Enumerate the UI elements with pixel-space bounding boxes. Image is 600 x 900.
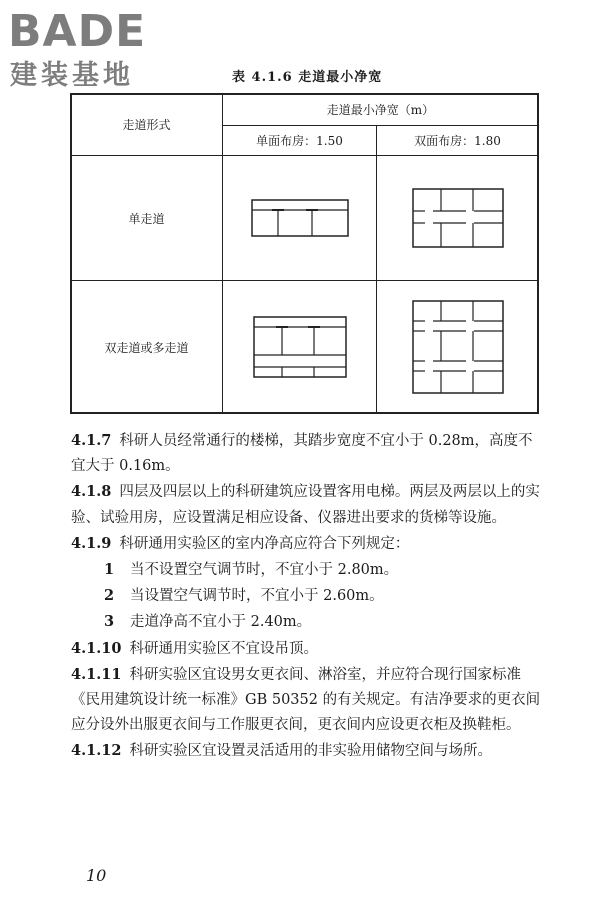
plan-diagram [250, 198, 350, 238]
diagram-single-corridor-double-side [376, 155, 539, 281]
header-min-width: 走道最小净宽（m） [222, 93, 539, 126]
clause-text: 四层及四层以上的科研建筑应设置客用电梯。两层及两层以上的实验、试验用房，应设置满足相应设备、仪器进出要求的货梯等设施。 [71, 484, 540, 526]
header-corridor-type: 走道形式 [70, 93, 223, 156]
diagram-single-corridor-single-side [222, 155, 377, 281]
logo [8, 6, 178, 92]
clause-4-1-9 [71, 531, 541, 557]
item-text: 当不设置空气调节时，不宜小于 2.80m。 [130, 562, 399, 579]
page-number: 10 [86, 866, 107, 885]
clause-number: 4.1.7 [71, 432, 112, 449]
clause-4-1-8 [71, 479, 541, 530]
header-double-side: 双面布房：1.80 [376, 125, 539, 156]
logo-wordmark: BADE [8, 6, 147, 57]
diagram-double-corridor-double-side [376, 280, 539, 414]
clause-number: 4.1.9 [71, 534, 112, 552]
item-number: 3 [104, 613, 115, 631]
plan-diagram [411, 187, 505, 249]
body-text [71, 428, 541, 765]
plan-diagram [411, 299, 505, 395]
clause-4-1-11 [71, 662, 541, 739]
clause-text: 科研通用实验区不宜设吊顶。 [129, 640, 318, 657]
clause-text: 科研实验区宜设置灵活适用的非实验用储物空间与场所。 [129, 743, 492, 760]
item-text: 走道净高不宜小于 2.40m。 [130, 614, 312, 631]
item-number: 1 [104, 561, 115, 579]
clause-text: 科研人员经常通行的楼梯，其踏步宽度不宜小于 0.28m，高度不宜大于 0.16m。 [71, 433, 533, 475]
item-number: 2 [104, 587, 115, 605]
clause-number: 4.1.8 [71, 483, 112, 501]
clause-number: 4.1.12 [71, 742, 122, 760]
list-item [71, 609, 541, 635]
clause-4-1-12 [71, 738, 541, 764]
row-single-corridor-label: 单走道 [70, 155, 223, 281]
corridor-width-table [70, 93, 539, 414]
diagram-double-corridor-single-side [222, 280, 377, 414]
clause-4-1-10 [71, 636, 541, 662]
list-item [71, 557, 541, 583]
logo-subtitle: 建装基地 [10, 60, 134, 91]
row-double-corridor-label: 双走道或多走道 [70, 280, 223, 414]
list-item [71, 583, 541, 609]
clause-text: 科研通用实验区的室内净高应符合下列规定： [119, 535, 410, 552]
clause-4-1-7 [71, 428, 541, 479]
plan-diagram [252, 315, 348, 379]
clause-number: 4.1.10 [71, 639, 122, 657]
clause-text: 科研实验区宜设男女更衣间、淋浴室，并应符合现行国家标准《民用建筑设计统一标准》GB 50352 的有关规定。有洁净要求的更衣间应分设外出服更衣间与工作服更衣间，更衣间内应设更衣柜及换鞋柜。 [71, 666, 541, 734]
table-title: 表 4.1.6 走道最小净宽 [232, 70, 383, 85]
clause-number: 4.1.11 [71, 665, 122, 683]
header-single-side: 单面布房：1.50 [222, 125, 377, 156]
item-text: 当设置空气调节时，不宜小于 2.60m。 [130, 588, 384, 605]
